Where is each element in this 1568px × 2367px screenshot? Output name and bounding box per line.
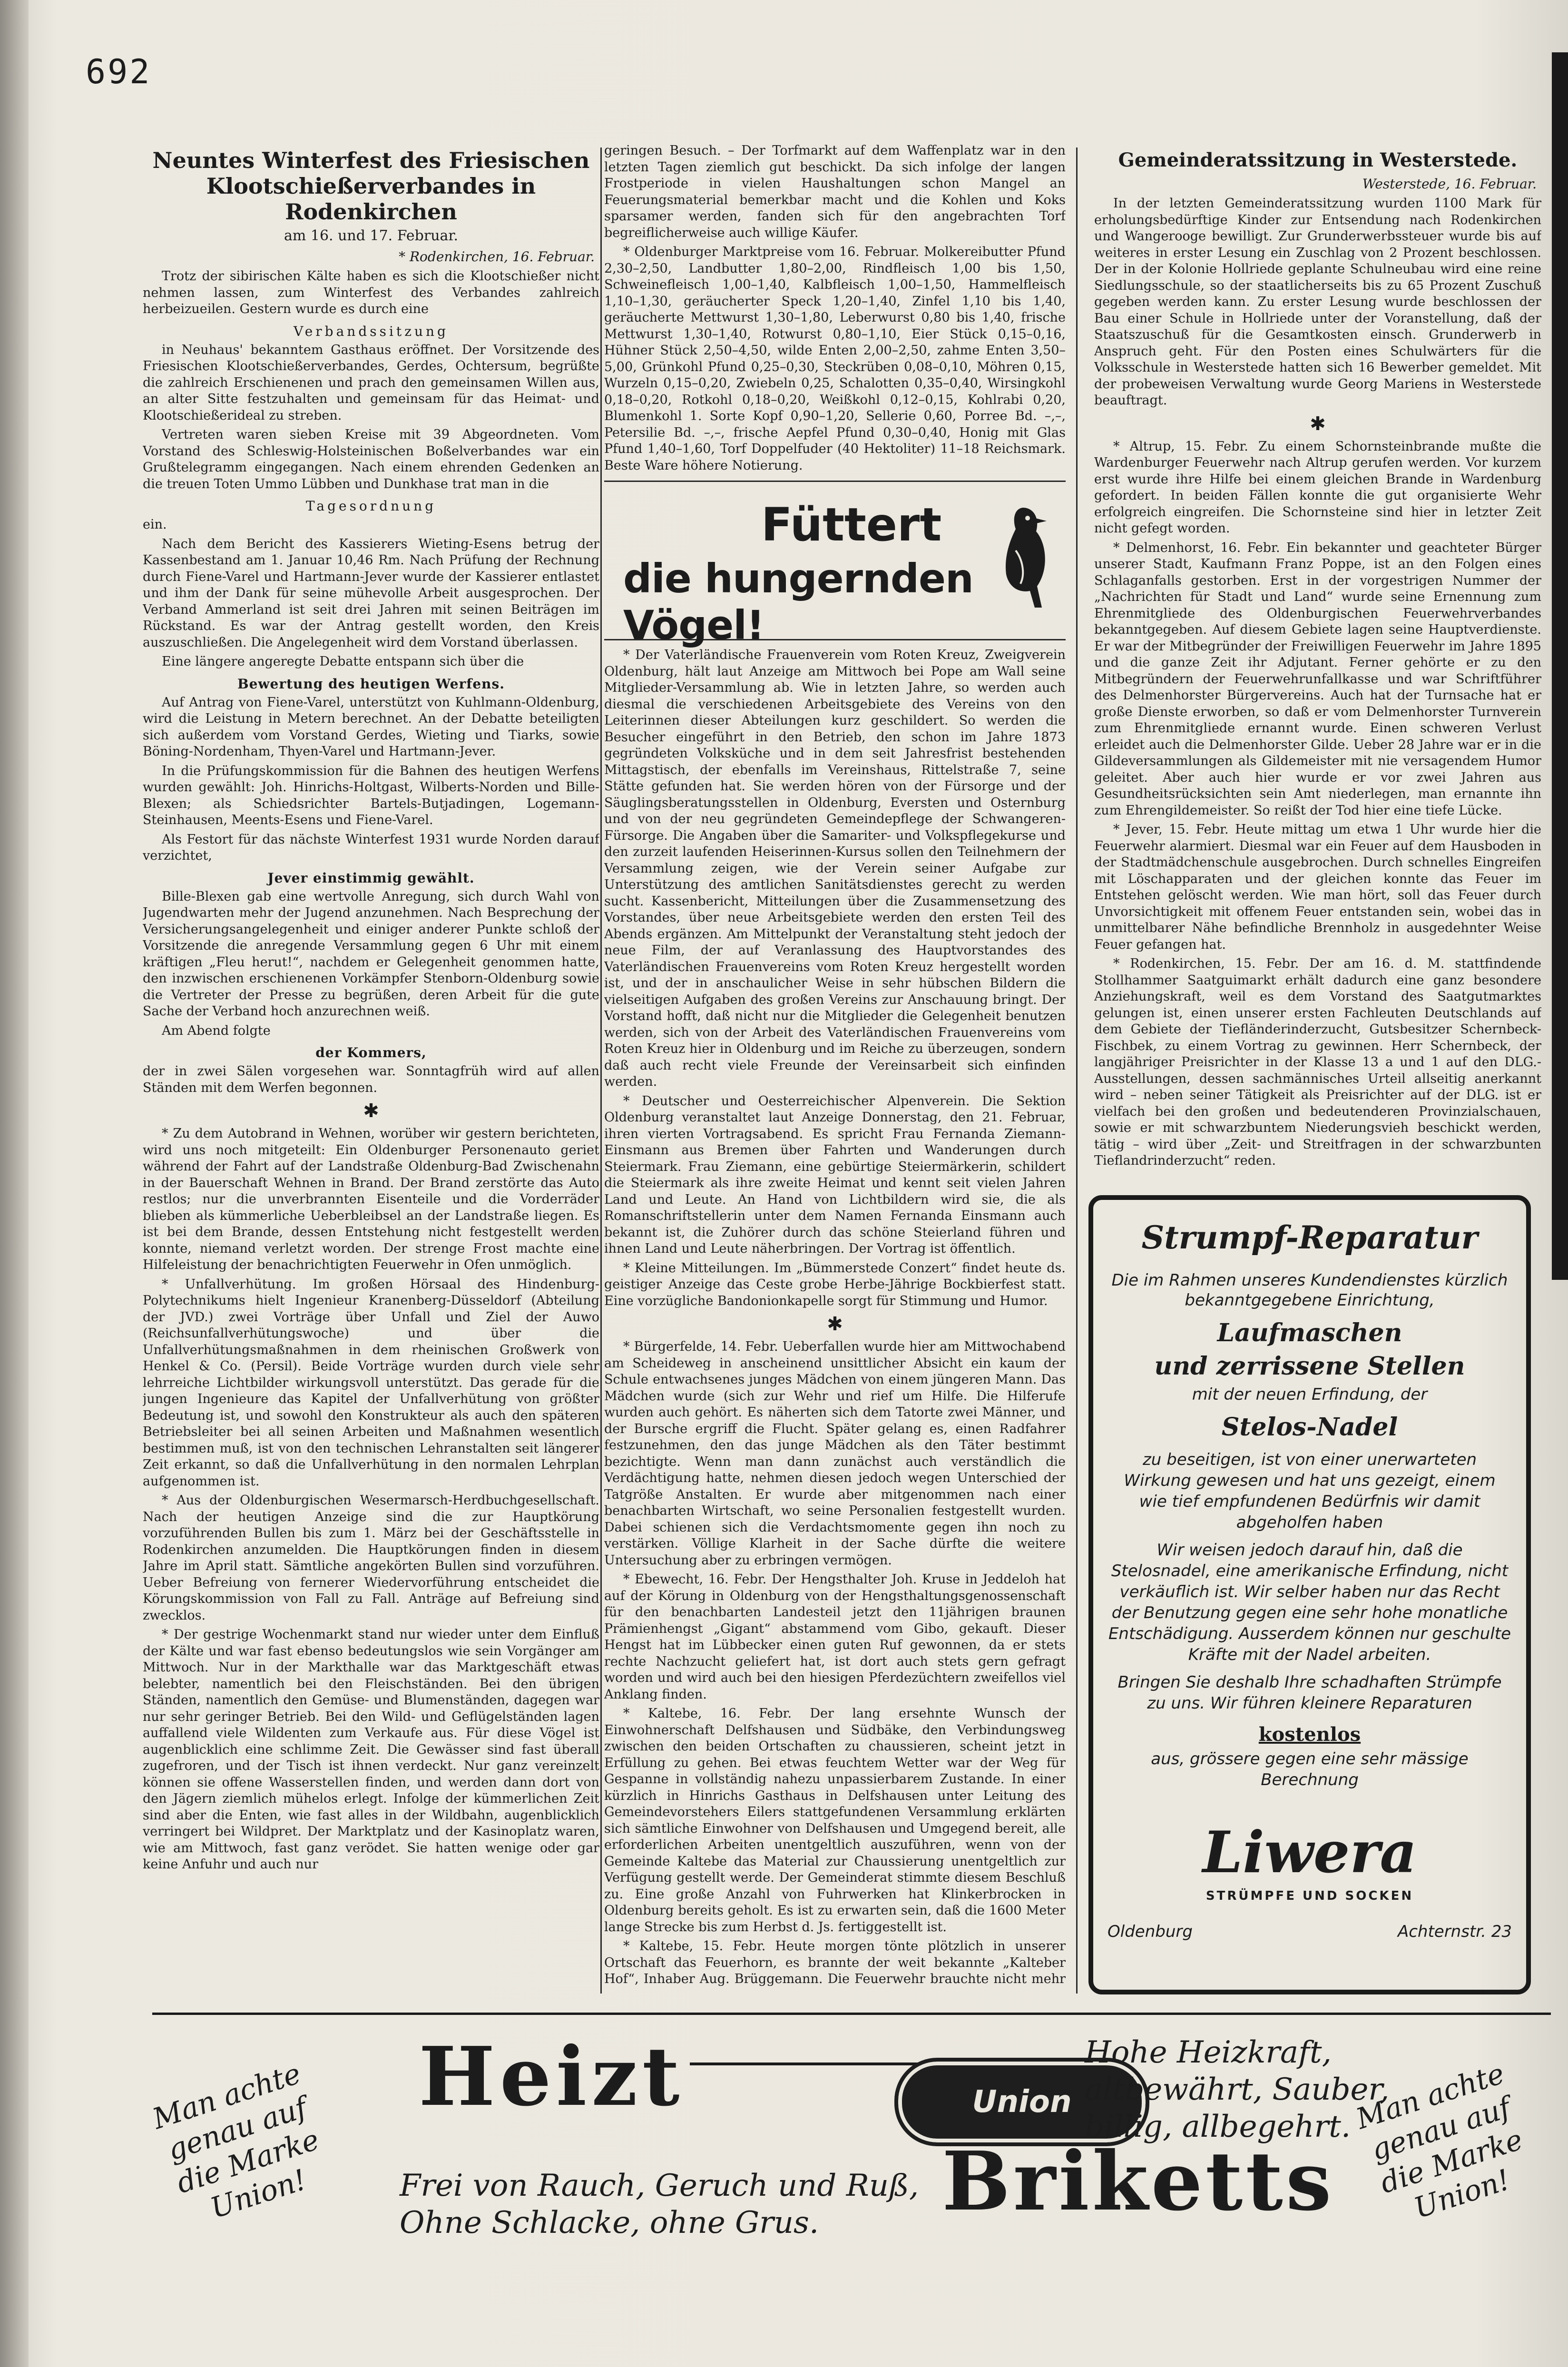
section-label: der Kommers, bbox=[315, 1045, 427, 1061]
stocking-repair-ad bbox=[1088, 1195, 1531, 1994]
article-subheadline: am 16. und 17. Februar. bbox=[284, 227, 458, 244]
news-item: * Delmenhorst, 16. Febr. Ein bekannter und geachteter Bürger unserer Stadt, Kaufmann Franz Poppe, ist an den Folgen eines Schlaganfalls gestorben. Erst in der vorgestrigen Nummer der „Nachrichten für Stadt und Land“ wurde seine Ernennung zum Ehrenmitgliede des Oldenburgischen Feuerwehrverbandes bekanntgegeben. Auf diesem Gebiete lagen seine Hauptverdienste. Er war der Mitbegründer der Freiwilligen Feuerwehr im Jahre 1895 und die ganze Zeit ihr Adjutant. Ferner gehörte er zu den Mitbegründern der Feuerwehrunfallkasse und war Schriftführer des Delmenhorster Bürgervereins. Auch hat der Turnsache hat er große Dienste erworben, so daß er vom Delmenhorster Turnverein zum Ehrenmitgliede ernannt wurde. Einen schweren Verlust erleidet auch die Delmenhorster Gilde. Ueber 28 Jahre war er in die Gildeversammlungen als Gildemeister mit nie versagendem Humor geleitet. Aber auch hier wurde er vor zwei Jahren aus Gesundheitsrücksichten sein Amt niederlegen, man ernannte ihn zum Ehrengildemeister. So reißt der Tod hier eine tiefe Lücke. bbox=[1094, 540, 1541, 818]
page-right-edge bbox=[1552, 52, 1568, 1280]
briquette-ad-tagline-left: Frei von Rauch, Geruch und Ruß, Ohne Schlacke, ohne Grus. bbox=[400, 2168, 919, 2240]
news-item: * Kleine Mitteilungen. Im „Bümmerstede Conzert“ findet heute ds. geistiger Anzeige das Ceste grobe Herbe-Jährige Bockbierfest statt. Eine vorzügliche Bandonionkapelle sorgt für Stimmung und Humor. bbox=[604, 1260, 1066, 1308]
paragraph: Eine längere angeregte Debatte entspann sich über die bbox=[162, 654, 524, 669]
paragraph: In der letzten Gemeinderatssitzung wurden 1100 Mark für erholungsbedürftige Kinder zur Entsendung nach Rodenkirchen und Wangerooge bewilligt. Zur Grunderwerbssteuer wurde bis auf weiteres in erster Lesung ein Zuschlag von 2 Prozent beschlossen. Der in der Kolonie Hollriede geplante Schulneubau wird eine reine Siedlungsschule, so der staatlicherseits bis zu 65 Prozent Zuschuß gegeben werden kann. Zu erster Lesung wurde beschlossen der Bau einer Schule in Hollriede unter der Voranstellung, daß der Staatszuschuß für die Gesamtkosten einsch. Grunderwerb in Anspruch geht. Für den Posten eines Schulwärters für die Volksschule in Westerstede hatten sich 16 Bewerber gemeldet. Mit der probeweisen Verwaltung wurde Georg Mariens in Westerstede beauftragt. bbox=[1094, 196, 1541, 408]
section-label: Tagesordnung bbox=[305, 498, 437, 514]
column-3 bbox=[1094, 143, 1541, 1275]
stocking-ad-free: kostenlos bbox=[1258, 1723, 1361, 1746]
news-item: * Kaltebe, 15. Febr. Heute morgen tönte plötzlich in unserer Ortschaft das Feuerhorn, es brannte der weit bekannte „Kalteber Hof“, Inhaber Aug. Brüggemann. Die Feuerwehr brauchte nicht mehr bbox=[604, 1939, 1066, 1986]
union-brick-logo: Union bbox=[894, 2058, 1149, 2146]
paragraph: ein. bbox=[143, 517, 167, 532]
paragraph: in Neuhaus' bekanntem Gasthaus eröffnet. Der Vorsitzende des Friesischen Klootschießerverbandes, Gerdes, Ochtersum, begrüßte die zahlreich Erschienenen und prach den gemeinsamen Willen aus, an alter Sitte festzuhalten und gemeinsam für das Heimat- und Klootschießerideal zu streben. bbox=[143, 342, 599, 423]
paragraph: geringen Besuch. – Der Torfmarkt auf dem Waffenplatz war in den letzten Tagen ziemlich gut beschickt. Da sich infolge der langen Frostperiode in vielen Haushaltungen schon Mangel an Feuerungsmaterial bemerkbar macht und die Kohlen und Koks sparsamer werden, fanden sich für den angebrachten Torf begreiflicherweise auch willige Käufer. bbox=[604, 143, 1066, 240]
article-headline-westerstede: Gemeinderatssitzung in Westerstede. bbox=[1118, 149, 1518, 171]
stocking-ad-product: Stelos-Nadel bbox=[1221, 1413, 1398, 1442]
news-item: * Der gestrige Wochenmarkt stand nur wieder unter dem Einfluß der Kälte und war fast ebenso bedeutungslos wie sein Vorgänger am Mittwoch. Nur in der Markthalle war das Marktgeschäft etwas belebter, namentlich bei den Fleischständen. Bei den übrigen Ständen, namentlich den Gemüse- und Blumenständen, dagegen war nur sehr geringer Betrieb. Bei den Wild- und Geflügelständen lagen auffallend viele Wildenten zum Verkaufe aus. Für diese Vögel ist augenblicklich eine schlimme Zeit. Die Gewässer sind fast überall zugefroren, und der Tisch ist ihnen verdeckt. Nur ganz vereinzelt können sie offene Wasserstellen finden, und werden dann dort von den Jägern ziemlich mühelos erlegt. Infolge der kümmerlichen Zeit sind aber die Enten, wie fast alles in der Wildbahn, augenblicklich verringert bei Wildpret. Der Marktplatz und der Kasinoplatz waren, wie am Mittwoch, fast ganz verödet. Sie hatten wenige oder gar keine Anfuhr und auch nur bbox=[143, 1627, 599, 1872]
stocking-ad-text: mit der neuen Erfindung, der bbox=[1192, 1385, 1428, 1404]
news-item: * Unfallverhütung. Im großen Hörsaal des Hindenburg-Polytechnikums hielt Ingenieur Kranenberg-Düsseldorf (Abteilung der JVD.) zwei Vorträge über Unfall und Ziel der Auwo (Reichsunfallverhütungswoche) und über die Unfallverhütungsmaßnahmen in dem rheinischen Großwerk von Henkel & Co. (Persil). Beide Vorträge wurden durch viele sehr lehrreiche Lichtbilder wirkungsvoll unterstützt. Das gerade für die jungen Ingenieure das Kapitel der Unfallverhütung von größter Bedeutung ist, und sowohl den Konstrukteur als auch den späteren Betriebsleiter bei all seinen Arbeiten und Maßnahmen wesentlich bestimmen muß, ist von den technischen Lehranstalten seit längerer Zeit erkannt, so daß die Unfallverhütung in den normalen Lehrplan aufgenommen ist. bbox=[143, 1277, 599, 1489]
news-item: * Rodenkirchen, 15. Febr. Der am 16. d. M. stattfindende Stollhammer Saatguimarkt erhält dadurch eine ganz besondere Anziehungskraft, weil es dem Vorstand des Saatgutmarktes gelungen ist, einen unserer ersten Fachleuten Deutschlands auf dem Gebiete der Tiefländerinderzucht, Gutsbesitzer Schernbeck-Fischbek, zu einem Vortrag zu gewinnen. Herr Schernbeck, der langjähriger Preisrichter in der Klasse 13 a und 1 auf den DLG.-Ausstellungen, dessen sachmännisches Urteil allseitig anerkannt wird – neben seiner Tätigkeit als Preisrichter auf der DLG. ist er vielfach bei den großen und bedeutenderen Provinzialschauen, sowie er mit schwarzbuntem Niederungsvieh beschickt werden, tätig – wird über „Zeit- und Streitfragen in der schwarzbunten Tieflandrinderzucht“ reden. bbox=[1094, 956, 1541, 1168]
stocking-ad-text: Wir weisen jedoch darauf hin, daß die Stelosnadel, eine amerikanische Erfindung, nicht verkäuflich ist. Wir selber haben nur das Recht der Benutzung gegen eine sehr hohe monatliche Entschädigung. Ausserdem können nur geschulte Kräfte mit der Nadel arbeiten. bbox=[1108, 1541, 1511, 1664]
stocking-ad-text: Bringen Sie deshalb Ihre schadhaften Strümpfe zu uns. Wir führen kleinere Reparaturen bbox=[1117, 1673, 1502, 1713]
briquette-ad-slogan-left: Man achte genau auf die Marke Union! bbox=[148, 2057, 323, 2226]
briquette-ad-tagline-right: Hohe Heizkraft, altbewährt, Sauber, billig, allbegehrt. bbox=[1085, 2035, 1390, 2144]
briquette-ad-briketts: Briketts bbox=[942, 2134, 1334, 2229]
section-label: Verbandssitzung bbox=[294, 323, 449, 339]
news-item: * Jever, 15. Febr. Heute mittag um etwa 1 Uhr wurde hier die Feuerwehr alarmiert. Diesmal war ein Feuer auf dem Hausboden in der Stadtmädchenschule ausgebrochen. Durch schnelles Eingreifen mit Löschapparaten und der gleichen konnte das Feuer im Entstehen gelöscht werden. Wie man hört, soll das Feuer durch Unvorsichtigkeit mit offenem Feuer entstanden sein, wobei das in unmittelbarer Nähe befindliche Brennholz in ausgedehnter Weise Feuer gefangen hat. bbox=[1094, 822, 1541, 952]
column-rule-2 bbox=[1076, 147, 1078, 1994]
feed-ad-line-1: Füttert bbox=[761, 498, 942, 551]
stocking-ad-text: zu beseitigen, ist von einer unerwarteten Wirkung gewesen und hat uns gezeigt, einem wie tief empfundenen Bedürfnis wir damit abgeholfen haben bbox=[1124, 1450, 1496, 1532]
stocking-ad-logo-sub: STRÜMPFE UND SOCKEN bbox=[1205, 1889, 1414, 1903]
feed-birds-ad bbox=[604, 489, 1066, 648]
paragraph: Nach dem Bericht des Kassierers Wieting-Esens betrug der Kassenbestand am 1. Januar 10,46 Rm. Nach Prüfung der Rechnung durch Fiene-Varel und Hartmann-Jever wurde der Kassierer entlastet und ihm der Dank für seine mühevolle Arbeit ausgesprochen. Der Verband Ammerland ist seit drei Jahren mit seinen Beiträgen im Rückstand. Es war der Antrag gestellt worden, den Kreis auszuschließen. Die Angelegenheit wird dem Vorstand überlassen. bbox=[143, 536, 599, 650]
news-item: * Kaltebe, 16. Febr. Der lang ersehnte Wunsch der Einwohnerschaft Delfshausen und Südbäke, den Verbindungsweg zwischen den beiden Ortschaften zu chaussieren, scheint jetzt in Erfüllung zu gehen. Bei etwas feuchtem Wetter war der Weg für Gespanne in vollständig nahezu unpassierbarem Zustande. In einer kürzlich in Hinrichs Gasthaus in Delfshausen unter Leitung des Gemeindevorstehers Eilers stattgefundenen Versammlung erklärten sich sämtliche Einwohner von Delfshausen und Umgegend bereit, alle erforderlichen Arbeiten unentgeltlich auszuführen, wenn von der Gemeinde Kaltebe das Material zur Chaussierung unentgeltlich zur Verfügung gestellt werde. Der Gemeinderat stimmte diesem Beschluß zu. Eine große Anzahl von Fuhrwerken hat Klinkerbrocken in Oldenburg bereits geholt. Es ist zu erwarten sein, daß die 1600 Meter lange Strecke bis zum Herbst d. Js. fertiggestellt ist. bbox=[604, 1706, 1066, 1935]
stocking-ad-text: aus, grössere gegen eine sehr mässige Berechnung bbox=[1151, 1749, 1469, 1789]
news-item: * Deutscher und Oesterreichischer Alpenverein. Die Sektion Oldenburg veranstaltet laut Anzeige Donnerstag, den 21. Februar, ihren vierten Vortragsabend. Es spricht Frau Fernanda Ziemann-Einsmann aus Bremen über Fahrten und Wanderungen durch Steiermark. Frau Ziemann, eine gebürtige Steiermärkerin, schildert die Steiermark als ihre zweite Heimat und kennt seit vielen Jahren Land und Leute. An Hand von Lichtbildern wird sie, die als Romanschriftstellerin unter dem Namen Fernanda Einsmann auch bekannt ist, die Zuhörer durch das schöne Steierland führen und ihnen Land und Leute näherbringen. Der Vortrag ist öffentlich. bbox=[604, 1093, 1066, 1256]
bird-icon bbox=[990, 498, 1056, 612]
separator-star: ✱ bbox=[827, 1313, 843, 1335]
stocking-ad-intro: Die im Rahmen unseres Kundendienstes kürzlich bekanntgegebene Einrichtung, bbox=[1111, 1271, 1508, 1310]
page-number: 692 bbox=[86, 52, 152, 91]
stocking-ad-city: Oldenburg bbox=[1107, 1922, 1193, 1941]
article-headline-winterfest: Neuntes Winterfest des Friesischen Klootschießerverbandes in Rodenkirchen bbox=[152, 147, 590, 225]
divider bbox=[604, 481, 1066, 482]
paragraph: Als Festort für das nächste Winterfest 1931 wurde Norden darauf verzichtet, bbox=[143, 832, 599, 863]
paragraph: Auf Antrag von Fiene-Varel, unterstützt von Kuhlmann-Oldenburg, wird die Leistung in Metern berechnet. An der Debatte beteiligten sich außerdem vom Vorstand Gerdes, Wieting und Tiarks, sowie Böning-Nordenham, Thyen-Varel und Hartmann-Jever. bbox=[143, 695, 599, 759]
article-dateline: Westerstede, 16. Februar. bbox=[1362, 176, 1537, 192]
separator-star: ✱ bbox=[363, 1100, 379, 1122]
news-item-market-prices: * Oldenburger Marktpreise vom 16. Februar. Molkereibutter Pfund 2,30–2,50, Landbutter 1,80–2,00, Rindfleisch 1,00 bis 1,50, Schweinefleisch 1,00–1,40, Kalbfleisch 1,00–1,50, Hammelfleisch 1,10–1,30, geräucherter Speck 1,20–1,40, Zinfel 1,10 bis 1,40, geräucherte Mettwurst 1,30–1,80, Leberwurst 0,80 bis 1,40, frische Mettwurst 1,30–1,40, Rotwurst 0,80–1,10, Eier Stück 0,15–0,16, Hühner Stück 2,50–4,50, wilde Enten 2,00–2,50, zahme Enten 3,50–5,00, Grünkohl Pfund 0,25–0,30, Steckrüben 0,08–0,10, Möhren 0,15, Wurzeln 0,15–0,20, Zwiebeln 0,25, Schalotten 0,35–0,40, Wirsingkohl 0,18–0,20, Rotkohl 0,18–0,20, Weißkohl 0,12–0,15, Kohlrabi 0,20, Blumenkohl 1. Sorte Kopf 0,90–1,20, Sellerie 0,60, Porree Bd. –,–, Petersilie Bd. –,–, frische Aepfel Pfund 0,30–0,40, Honig mit Glas Pfund 1,40–1,60, Torf Doppelfuder (40 Hektoliter) 11–18 Reichsmark. Beste Ware höhere Notierung. bbox=[604, 245, 1066, 473]
news-item: * Zu dem Autobrand in Wehnen, worüber wir gestern berichteten, wird uns noch mitgeteilt: Ein Oldenburger Personenauto geriet während der Fahrt auf der Landstraße Oldenburg-Bad Zwischenahn in der Bauerschaft Wehnen in Brand. Der Brand zerstörte das Auto restlos; nur die unverbrannten Eisenteile und die Vorderräder blieben als kümmerliche Ueberbleibsel an der Landstraße liegen. Es ist bei dem Brande, dessen Entstehung nicht festgestellt werden konnte, niemand verletzt worden. Der strenge Frost machte eine Hilfeleistung der benachrichtigten Feuerwehr in Ofen unmöglich. bbox=[143, 1126, 599, 1272]
stocking-ad-title: Strumpf-Reparatur bbox=[1141, 1219, 1478, 1256]
feed-ad-line-2: die hungernden Vögel! bbox=[623, 555, 973, 648]
paragraph: Vertreten waren sieben Kreise mit 39 Abgeordneten. Vom Vorstand des Schleswig-Holsteinischen Boßelverbandes war ein Grußtelegramm eingegangen. Nach einem ehrenden Gedenken an die treuen Toten Ummo Lübben und Dunkhase trat man in die bbox=[143, 427, 599, 491]
page-left-edge bbox=[0, 0, 29, 2367]
stocking-ad-footer bbox=[1107, 1922, 1512, 1941]
news-item: * Aus der Oldenburgischen Wesermarsch-Herdbuchgesellschaft. Nach der heutigen Anzeige sind die zur Hauptkörung vorzuführenden Bullen bis zum 1. März bei der Geschäftsstelle in Rodenkirchen anzumelden. Die Hauptkörungen finden in diesem Jahre im April statt. Sämtliche angekörten Bullen sind vorzuführen. Ueber Befreiung von fernerer Wiedervorführung entscheidet die Körungskommission von Fall zu Fall. Anträge auf Befreiung sind zwecklos. bbox=[143, 1493, 599, 1623]
separator-star: ✱ bbox=[1310, 413, 1326, 435]
section-label: Jever einstimmig gewählt. bbox=[267, 870, 475, 886]
paragraph: der in zwei Sälen vorgesehen war. Sonntagfrüh wird auf allen Ständen mit dem Werfen begonnen. bbox=[143, 1064, 599, 1095]
news-item: * Ebewecht, 16. Febr. Der Hengsthalter Joh. Kruse in Jeddeloh hat auf der Körung in Oldenburg von der Hengsthaltungsgenossenschaft für den benachbarten Landesteil jetzt den 11jährigen braunen Prämienhengst „Gigant“ abstammend vom Gibo, gekauft. Dieser Hengst hat im Lübbecker einen guten Ruf gewonnen, da er stets rechte Nachzucht geliefert hat, ist dort auch stets gern gefragt worden und wird auch bei den hiesigen Pferdezüchtern zweifellos viel Anklang finden. bbox=[604, 1572, 1066, 1702]
arrow-icon bbox=[690, 2063, 937, 2065]
section-label: Bewertung des heutigen Werfens. bbox=[237, 676, 505, 692]
stocking-ad-highlight: und zerrissene Stellen bbox=[1154, 1352, 1465, 1381]
paragraph: Bille-Blexen gab eine wertvolle Anregung, sich durch Wahl von Jugendwarten mehr der Jugend anzunehmen. Nach Besprechung der Versicherungsangelegenheit und einiger anderer Punkte schloß der Vorsitzende die anregende Versammlung gegen 6 Uhr mit einem kräftigen „Fleu herut!“, nachdem er Gelegenheit genommen hatte, den inzwischen erschienenen Vorkämpfer Stenborn-Oldenburg sowie die Vertreter der Presse zu begrüßen, deren Arbeit für die gute Sache der Verband hoch anzurechnen weiß. bbox=[143, 889, 599, 1019]
paragraph: Trotz der sibirischen Kälte haben es sich die Klootschießer nicht nehmen lassen, zum Winterfest des Verbandes zahlreich herbeizueilen. Gestern wurde es durch eine bbox=[143, 269, 599, 316]
column-rule-1 bbox=[600, 147, 602, 1994]
stocking-ad-highlight: Laufmaschen bbox=[1217, 1318, 1402, 1347]
briquette-ad bbox=[148, 2013, 1551, 2281]
briquette-ad-slogan-right: Man achte genau auf die Marke Union! bbox=[1352, 2057, 1527, 2226]
column-2 bbox=[604, 143, 1066, 1989]
news-item: * Altrup, 15. Febr. Zu einem Schornsteinbrande mußte die Wardenburger Feuerwehr nach Altrup gerufen werden. Vor kurzem erst wurde ihre Hilfe bei einem gleichen Brande in Wardenburg gefordert. In beiden Fällen konnte die gut organisierte Wehr erfolgreich eingreifen. Die Schornsteine sind hier in letzter Zeit nicht gefegt worden. bbox=[1094, 439, 1541, 536]
paragraph: In die Prüfungskommission für die Bahnen des heutigen Werfens wurden gewählt: Joh. Hinrichs-Holtgast, Wilberts-Norden und Bille-Blexen; als Schiedsrichter Bartels-Butjadingen, Logemann-Steinhausen, Meents-Esens und Fiene-Varel. bbox=[143, 763, 599, 827]
stocking-ad-logo: Liwera bbox=[1202, 1819, 1417, 1886]
column-1 bbox=[143, 143, 599, 1989]
news-item: * Der Vaterländische Frauenverein vom Roten Kreuz, Zweigverein Oldenburg, hält laut Anzeige am Mittwoch bei Pope am Wall seine Mitglieder-Versammlung ab. Wie in letzten Jahre, so werden auch diesmal die verschiedenen Arbeitsgebiete des Vereins von den Leiterinnen dieser Abteilungen kurz geschildert. So werden die Besucher eingeführt in den Betrieb, den schon im Jahre 1873 gegründeten Volksküche und in dem seit Jahresfrist bestehenden Mittagstisch, der ebenfalls im Vereinshaus, Rittelstraße 7, seine Stätte gefunden hat. Sie werden hören von der Fürsorge und der Säuglingsberatungsstellen in Oldenburg, Eversten und Osternburg und von der neu gegründeten Gemeindepflege der Schwangeren-Fürsorge. Die Angaben über die Samariter- und Volkspflegekurse und den zurzeit laufenden Heiserinnen-Kursus sollen den Teilnehmern der Versammlung zeigen, wie der Verein seiner Aufgabe zur Unterstützung des amtlichen Sanitätsdienstes gerecht zu werden sucht. Kassenbericht, Mitteilungen über die Zusammensetzung des Vorstandes, über neue Arbeitsgebiete werden den ersten Teil des Abends ergänzen. Am Mittelpunkt der Veranstaltung steht jedoch der neue Film, der auf Veranlassung des Hauptvorstandes des Vaterländischen Frauenvereins vom Roten Kreuz hergestellt worden ist, und der in anschaulicher Weise in sehr hübschen Bildern die vielseitigen Aufgaben des großen Vereins zur Anschauung bringt. Der Vorstand hofft, daß nicht nur die Mitglieder die Gelegenheit benutzen werden, sich von der Arbeit des Vaterländischen Frauenvereins vom Roten Kreuz hier in Oldenburg und im Reiche zu überzeugen, sondern daß auch recht viele Freunde der Vereinsarbeit sich einfinden werden. bbox=[604, 648, 1066, 1089]
article-dateline: * Rodenkirchen, 16. Februar. bbox=[399, 249, 595, 265]
paragraph: Am Abend folgte bbox=[162, 1023, 271, 1038]
briquette-ad-heizt: Heizt bbox=[419, 2029, 685, 2124]
stocking-ad-address: Achternstr. 23 bbox=[1397, 1922, 1512, 1941]
news-item: * Bürgerfelde, 14. Febr. Ueberfallen wurde hier am Mittwochabend am Scheideweg in anscheinend unsittlicher Absicht ein kaum der Schule entwachsenes junges Mädchen von einem jüngeren Mann. Das Mädchen wurde (sich zur Wehr und rief um Hilfe. Die Hilferufe wurden auch gehört. Es näherten sich dem Tatorte zwei Männer, und der Bursche ergriff die Flucht. Später gelang es, einen Radfahrer festzunehmen, den das junge Mädchen als den Täter bestimmt bezichtigte. Wenn man dann zunächst auch verständlich die Verdächtigung hatte, nehmen diesen jedoch wegen Unterschied der Tatgröße Anstalten. Er wurde aber mitgenommen nach einer benachbarten Wirtschaft, wo seine Personalien festgestellt wurden. Dabei schienen sich die Verdachtsmomente gegen ihn noch zu verstärken. Völlige Klarheit in der Sache dürfte die weitere Untersuchung aber zu erbringen vermögen. bbox=[604, 1339, 1066, 1568]
